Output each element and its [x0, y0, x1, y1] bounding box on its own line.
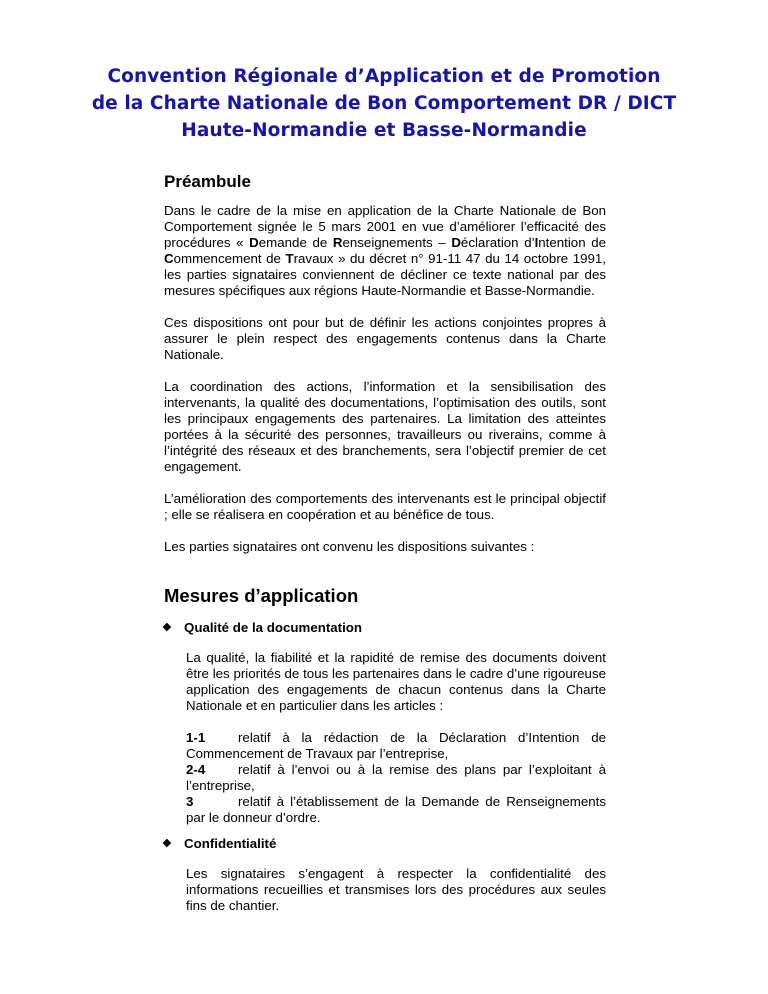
diamond-bullet-icon: ❖ — [162, 838, 172, 850]
section-confidentialite-title: Confidentialité — [184, 836, 277, 851]
diamond-bullet-icon: ❖ — [162, 622, 172, 634]
section-qualite-text: La qualité, la fiabilité et la rapidité de remise des documents doivent être les priorités de tous les partenaires dans le cadre d’une rigoureuse application des engagements de chacun contenus dans la Charte Nationale et en particulier dans les articles : — [186, 650, 606, 713]
preambule-paragraph-5: Les parties signataires ont convenu les dispositions suivantes : — [164, 539, 535, 554]
articles-list — [186, 730, 606, 826]
article-item: 1-1 relatif à la rédaction de la Déclaration d’Intention de Commencement de Travaux par l’entreprise, — [186, 730, 606, 761]
mesures-heading: Mesures d’application — [164, 585, 359, 606]
section-confidentialite-text: Les signataires s’engagent à respecter la confidentialité des informations recueillies et transmises lors des procédures aux seules fins de chantier. — [186, 866, 606, 913]
document-body — [164, 172, 606, 930]
preambule-paragraph-2: Ces dispositions ont pour but de définir les actions conjointes propres à assurer le plein respect des engagements contenus dans la Charte Nationale. — [164, 315, 606, 362]
section-qualite-title: Qualité de la documentation — [184, 620, 363, 635]
document-title — [0, 63, 768, 144]
title-line-2: de la Charte Nationale de Bon Comportement DR / DICT — [91, 93, 677, 114]
preambule-paragraph-3: La coordination des actions, l’information et la sensibilisation des intervenants, la qualité des documentations, l’optimisation des outils, sont les principaux engagements des partenaires. La limitation des atteintes portées à la sécurité des personnes, travailleurs ou riverains, comme à l’intégrité des réseaux et des branchements, sera l’objectif premier de cet engagement. — [164, 379, 606, 474]
preambule-heading: Préambule — [164, 172, 251, 191]
preambule-paragraph-4: L’amélioration des comportements des intervenants est le principal objectif ; elle se réalisera en coopération et au bénéfice de tous. — [164, 491, 606, 522]
title-line-1: Convention Régionale d’Application et de Promotion — [107, 66, 661, 87]
title-line-3: Haute-Normandie et Basse-Normandie — [181, 120, 587, 141]
section-confidentialite-heading — [162, 836, 606, 852]
article-item: 2-4 relatif à l’envoi ou à la remise des plans par l’exploitant à l’entreprise, — [186, 762, 606, 793]
preambule-paragraph-1: Dans le cadre de la mise en application de la Charte Nationale de Bon Comportement signée le 5 mars 2001 en vue d’améliorer l’efficacité des procédures « Demande de Renseignements – Déclaration d’Intention de Commencement de Travaux » du décret n° 91-11 47 du 14 octobre 1991, les parties signataires conviennent de décliner ce texte national par des mesures spécifiques aux régions Haute-Normandie et Basse-Normandie. — [164, 203, 606, 298]
article-item: 3 relatif à l’établissement de la Demande de Renseignements par le donneur d’ordre. — [186, 794, 606, 825]
section-qualite-heading — [162, 620, 606, 636]
